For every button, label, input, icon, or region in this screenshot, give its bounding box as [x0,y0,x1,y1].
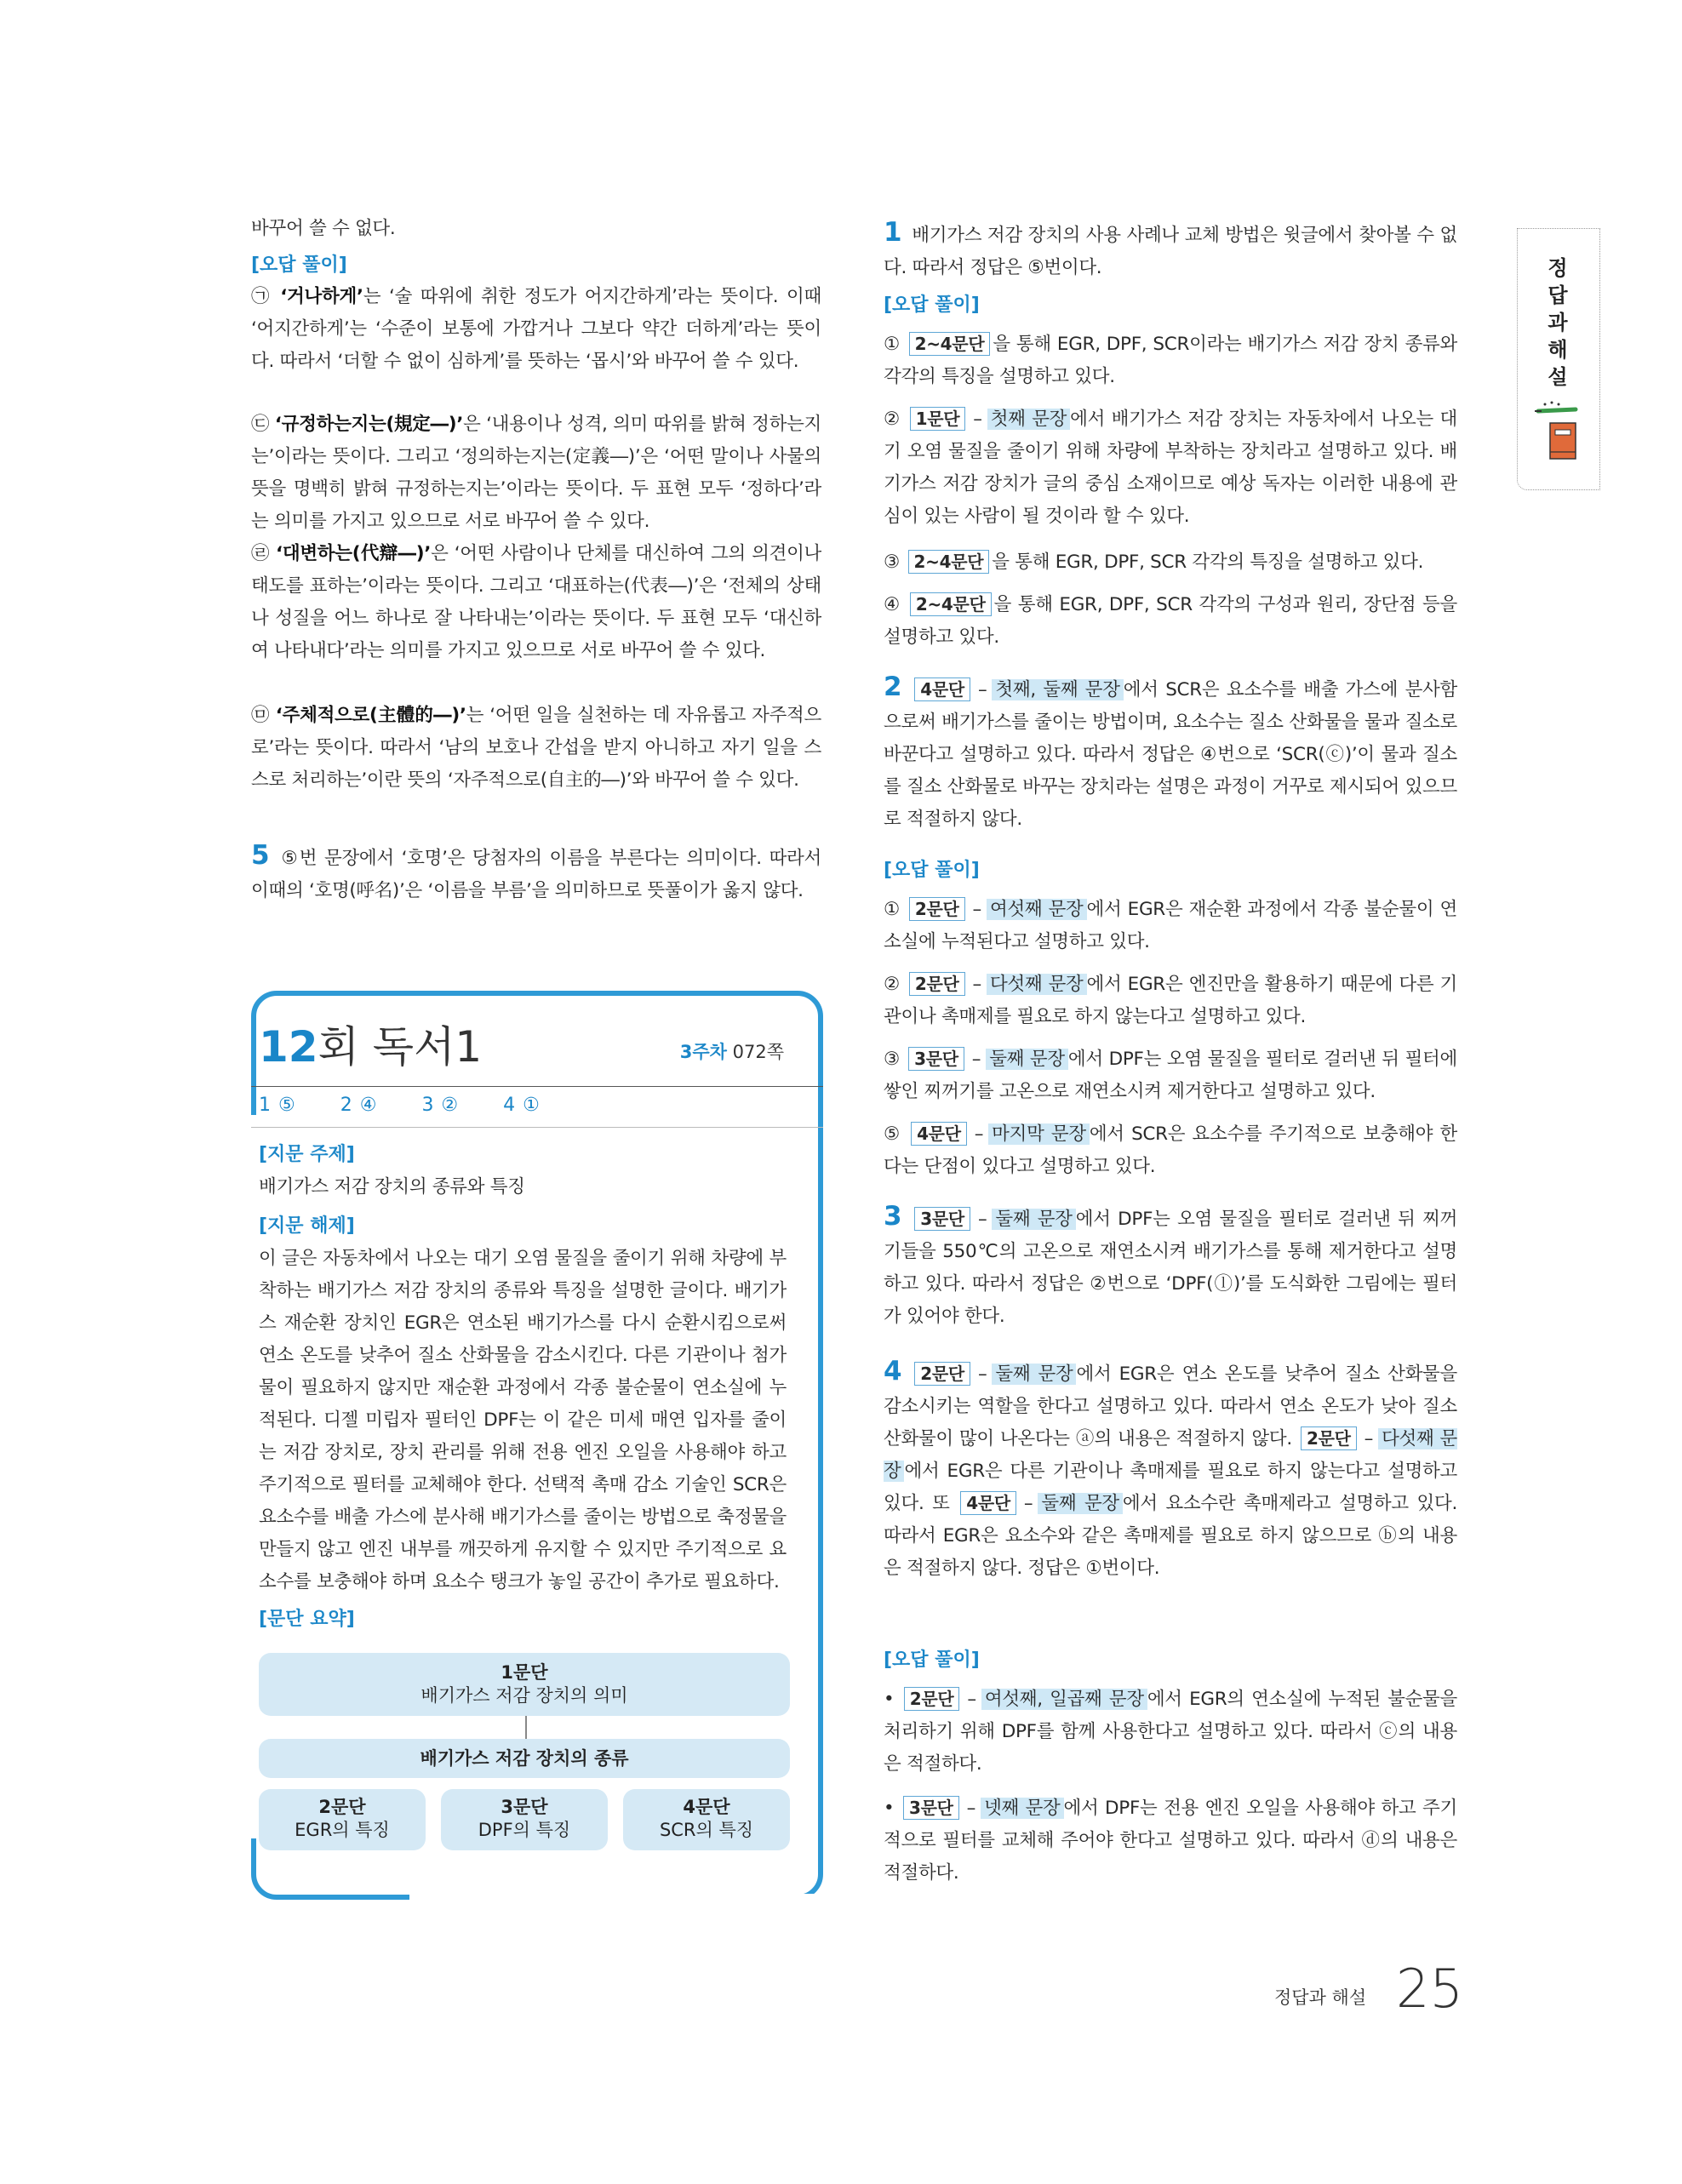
sentence-highlight: 둘째 문장 [992,1364,1076,1385]
item-term: ‘거나하게’ [280,286,363,307]
item-mark: ㉣ [251,543,270,564]
q1-error-heading: [오답 풀이] [884,294,980,316]
sentence-highlight: 첫째 문장 [987,409,1070,430]
question-5 [251,839,821,907]
box-title: 3문단 [501,1797,548,1817]
left-intro: 바꾸어 쓸 수 없다. [251,218,396,239]
option-mark: ⑤ [884,1123,901,1145]
q2-option-5: ⑤ 4문단 – 마지막 문장 에서 SCR은 요소수를 주기적으로 보충해야 한다는 단점이 있다고 설명하고 있다. [884,1123,1457,1177]
box-title: 2문단 [318,1797,366,1817]
answer-item: 3 ② [421,1095,460,1116]
q2-option-3: ③ 3문단 – 둘째 문장 에서 DPF는 오염 물질을 필터로 걸러낸 뒤 필터에 쌓인 찌꺼기를 고온으로 재연소시켜 제거한다고 설명하고 있다. [884,1049,1457,1102]
option-text: 에서 DPF는 오염 물질을 필터로 걸러낸 뒤 필터에 쌓인 찌꺼기를 고온으로 재연소시켜 제거한다고 설명하고 있다. [884,1049,1457,1102]
option-mark: ③ [884,552,900,573]
option-text: 을 통해 EGR, DPF, SCR 각각의 구성과 원리, 장단점 등을 설명하고 있다. [884,594,1457,648]
paragraph-tag: 2~4문단 [910,592,992,616]
summary-box-paragraph-4 [623,1789,790,1850]
answer-card [251,991,823,1900]
option-text: 에서 DPF는 전용 엔진 오일을 사용해야 하고 주기적으로 필터를 교체해 주어야 한다고 설명하고 있다. 따라서 ⓓ의 내용은 적절하다. [884,1798,1457,1884]
paragraph-tag: 2~4문단 [908,550,990,574]
card-divider [251,1086,823,1087]
q4-option-c: • 2문단 – 여섯째, 일곱째 문장 에서 EGR의 연소실에 누적된 불순물을 처리하기 위해 DPF를 함께 사용한다고 설명하고 있다. 따라서 ⓒ의 내용은 적절하다. [884,1689,1457,1775]
option-mark: ② [884,974,901,995]
topic-heading: [지문 주제] [259,1144,355,1165]
answer-item: 2 ④ [340,1095,378,1116]
question-text: ⑤번 문장에서 ‘호명’은 당첨자의 이름을 부른다는 의미이다. 따라서 이때의 ‘호명(呼名)’은 ‘이름을 부름’을 의미하므로 뜻풀이가 옳지 않다. [251,848,821,901]
question-2: 2 4문단 – 첫째, 둘째 문장 에서 SCR은 요소수를 배출 가스에 분사함으로써 배기가스를 줄이는 방법이며, 요소수는 질소 산화물을 물과 질소로 바꾼다고 설명하고 있다. 따라서 정답은 ④번으로 ‘SCR(ⓒ)’이 물과 질소를 질소 산화물로 바꾸는 장치라는 설명은 과정이 거꾸로 제시되어 있으므로 적절하지 않다. [884,672,1457,830]
card-title-text: 회 독서1 [318,1022,483,1072]
paragraph-tag: 2문단 [914,1362,970,1386]
footer-label: 정답과 해설 [1274,1987,1367,2008]
q2-option-2: ② 2문단 – 다섯째 문장 에서 EGR은 엔진만을 활용하기 때문에 다른 기관이나 촉매제를 필요로 하지 않는다고 설명하고 있다. [884,974,1457,1027]
option-mark: ④ [884,594,901,615]
paragraph-tag: 4문단 [914,677,970,701]
option-text: 을 통해 EGR, DPF, SCR 각각의 특징을 설명하고 있다. [992,552,1424,573]
item-term: ‘주체적으로(主體的―)’ [275,705,466,726]
error-item-4 [251,700,821,797]
card-title [259,1021,482,1072]
card-title-number: 12 [259,1022,318,1072]
card-page: 072쪽 [732,1042,784,1062]
bullet: • [884,1689,895,1710]
paragraph-tag: 4문단 [960,1491,1016,1515]
question-3: 3 3문단 – 둘째 문장 에서 DPF는 오염 물질을 필터로 걸러낸 뒤 찌꺼기들을 550℃의 고온으로 재연소시켜 배기가스를 통해 제거한다고 설명하고 있다. 따라서 정답은 ②번으로 ‘DPF(ⓛ)’를 도식화한 그림에는 필터가 있어야 한다. [884,1201,1458,1327]
error-item-1 [251,281,821,378]
item-text: 은 ‘어떤 사람이나 단체를 대신하여 그의 의견이나 태도를 표하는’이라는 뜻이다. 그리고 ‘대표하는(代表―)’은 ‘전체의 상태나 성질을 어느 하나로 잘 나타내는’이라는 뜻이다. 두 표현 모두 ‘대신하여 나타내다’라는 의미를 가지고 있으므로 서로 바꾸어 쓸 수 있다. [251,543,822,661]
box-text: 배기가스 저감 장치의 의미 [420,1685,628,1706]
paragraph-tag: 1문단 [910,407,966,431]
option-mark: ③ [884,1049,901,1070]
option-text: 에서 배기가스 저감 장치는 자동차에서 나오는 대기 오염 물질을 줄이기 위해 차량에 부착하는 장치라고 설명하고 있다. 배기가스 저감 장치가 글의 중심 소재이므로 예상 독자는 이러한 내용에 관심이 있는 사람이 될 것이라 할 수 있다. [884,409,1457,527]
card-border-gap-bottom [409,1894,852,1911]
question-number: 4 [884,1356,902,1386]
paragraph-tag: 2~4문단 [909,332,991,356]
paragraph-tag: 3문단 [903,1796,959,1820]
paragraph-tag: 2문단 [1301,1426,1357,1450]
question-text: 배기가스 저감 장치의 사용 사례나 교체 방법은 윗글에서 찾아볼 수 없다. 따라서 정답은 ⑤번이다. [884,225,1457,278]
item-term: ‘규정하는지는(規定―)’ [274,414,464,435]
option-mark: ② [884,409,901,430]
sentence-highlight: 첫째, 둘째 문장 [992,679,1123,700]
sentence-highlight: 마지막 문장 [988,1123,1090,1145]
card-week: 3주차 [679,1042,727,1062]
summary-box-paragraph-1 [259,1653,790,1716]
paragraph-tag: 2문단 [904,1687,960,1711]
side-tab [1517,228,1600,490]
analysis-text: 이 글은 자동차에서 나오는 대기 오염 물질을 줄이기 위해 차량에 부착하는 배기가스 저감 장치의 종류와 특징을 설명한 글이다. 배기가스 재순환 장치인 EGR은 연소된 배기가스를 다시 순환시킴으로써 연소 온도를 낮추어 질소 산화물을 감소시킨다. 다른 기관이나 첨가물이 필요하지 않지만 재순환 과정에서 각종 불순물이 연소실에 누적된다. 디젤 미립자 필터인 DPF는 이 같은 미세 매연 입자를 줄이는 저감 장치로, 장치 관리를 위해 전용 엔진 오일을 사용해야 하고 주기적으로 필터를 교체해야 한다. 선택적 촉매 감소 기술인 SCR은 요소수를 배출 가스에 분사해 배기가스를 줄이는 방법으로 축정물을 만들지 않고 엔진 내부를 깨끗하게 유지할 수 있지만 주기적으로 요소수를 보충해야 하며 요소수 탱크가 놓일 공간이 추가로 필요하다. [259,1248,787,1592]
connector-line [525,1716,527,1739]
q1-option-3 [884,546,1457,579]
question-text: 에서 EGR은 다른 기관이나 촉매제를 필요로 하지 않는다고 설명하고 있다. 또 [884,1461,1457,1514]
question-text: 에서 DPF는 오염 물질을 필터로 걸러낸 뒤 찌꺼기들을 550℃의 고온으로 재연소시켜 배기가스를 통해 제거한다고 설명하고 있다. 따라서 정답은 ②번으로 ‘DPF(ⓛ)’를 도식화한 그림에는 필터가 있어야 한다. [884,1209,1458,1327]
question-text: 에서 SCR은 요소수를 배출 가스에 분사함으로써 배기가스를 줄이는 방법이며, 요소수는 질소 산화물을 물과 질소로 바꾼다고 설명하고 있다. 따라서 정답은 ④번으로 ‘SCR(ⓒ)’이 물과 질소를 질소 산화물로 바꾸는 장치라는 설명은 과정이 거꾸로 제시되어 있으므로 적절하지 않다. [884,679,1457,830]
summary-box-types: 배기가스 저감 장치의 종류 [259,1739,790,1778]
card-page-ref [680,1038,784,1064]
item-mark: ㉠ [251,286,272,307]
option-text: 에서 EGR의 연소실에 누적된 불순물을 처리하기 위해 DPF를 함께 사용한다고 설명하고 있다. 따라서 ⓒ의 내용은 적절하다. [884,1689,1457,1775]
box-text: DPF의 특징 [478,1820,571,1840]
box-text: EGR의 특징 [295,1820,390,1840]
paragraph-tag: 3문단 [908,1047,964,1071]
question-number: 1 [884,217,902,248]
analysis-heading: [지문 해제] [259,1215,355,1237]
summary-box-paragraph-2 [259,1789,426,1850]
error-item-2 [251,409,821,538]
option-text: 에서 EGR은 재순환 과정에서 각종 불순물이 연소실에 누적된다고 설명하고 있다. [884,899,1457,952]
summary-heading: [문단 요약] [259,1609,355,1630]
option-text: 에서 SCR은 요소수를 주기적으로 보충해야 한다는 단점이 있다고 설명하고 있다. [884,1123,1457,1177]
q2-error-heading: [오답 풀이] [884,860,980,881]
side-tab-label: 정답과 해설 [1548,256,1568,389]
question-4: 4 2문단 – 둘째 문장 에서 EGR은 연소 온도를 낮추어 질소 산화물을 감소시키는 역할을 한다고 설명하고 있다. 따라서 연소 온도가 낮아 질소산화물이 많이 나온다는 ⓐ의 내용은 적절하지 않다. 2문단 – 다섯째 문장 에서 EGR은 다른 기관이나 촉매제를 필요로 하지 않는다고 설명하고 있다. 또 4문단 – 둘째 문장 에서 요소수란 촉매제라고 설명하고 있다. 따라서 EGR은 요소수와 같은 촉매제를 필요로 하지 않으므로 ⓑ의 내용은 적절하지 않다. 정답은 ①번이다. [884,1356,1457,1579]
question-text: 에서 EGR은 연소 온도를 낮추어 질소 산화물을 감소시키는 역할을 한다고 설명하고 있다. 따라서 연소 온도가 낮아 질소산화물이 많이 나온다는 ⓐ의 내용은 적절하지 않다. [884,1364,1457,1449]
question-number: 3 [884,1201,902,1232]
topic-text: 배기가스 저감 장치의 종류와 특징 [259,1176,525,1198]
sentence-highlight: 둘째 문장 [992,1209,1075,1230]
item-text: 는 ‘술 따위에 취한 정도가 어지간하게’라는 뜻이다. 이때 ‘어지간하게’는 ‘수준이 보통에 가깝거나 그보다 약간 더하게’라는 뜻이다. 따라서 ‘더할 수 없이 심하게’를 뜻하는 ‘몹시’와 바꾸어 쓸 수 있다. [251,286,821,372]
question-1 [884,216,1457,284]
q4-option-d: • 3문단 – 넷째 문장 에서 DPF는 전용 엔진 오일을 사용해야 하고 주기적으로 필터를 교체해 주어야 한다고 설명하고 있다. 따라서 ⓓ의 내용은 적절하다. [884,1798,1457,1884]
q1-option-1 [884,329,1457,393]
item-term: ‘대변하는(代辯―)’ [276,543,432,564]
sentence-highlight: 다섯째 문장 [884,1428,1457,1482]
question-number: 5 [251,840,270,871]
sentence-highlight: 여섯째 문장 [987,899,1087,920]
bullet: • [884,1798,895,1819]
error-item-3 [251,538,821,667]
q1-option-4 [884,589,1457,654]
paragraph-tag: 3문단 [914,1207,970,1231]
option-mark: ① [884,899,901,920]
question-number: 2 [884,672,902,702]
q4-error-heading: [오답 풀이] [884,1649,980,1671]
pen-book-icon [1533,399,1588,467]
left-error-heading: [오답 풀이] [251,254,347,276]
option-text: 을 통해 EGR, DPF, SCR이라는 배기가스 저감 장치 종류와 각각의 특징을 설명하고 있다. [884,334,1457,387]
sentence-highlight: 넷째 문장 [981,1798,1063,1819]
item-text: 는 ‘어떤 일을 실천하는 데 자유롭고 자주적으로’라는 뜻이다. 따라서 ‘남의 보호나 간섭을 받지 아니하고 자기 일을 스스로 처리하는’이란 뜻의 ‘자주적으로(自主的―)’와 바꾸어 쓸 수 있다. [251,705,821,791]
item-text: 은 ‘내용이나 성격, 의미 따위를 밝혀 정하는지는’이라는 뜻이다. 그리고 ‘정의하는지는(定義―)’은 ‘어떤 말이나 사물의 뜻을 명백히 밝혀 규정하는지는’이라는 뜻이다. 두 표현 모두 ‘정하다’라는 의미를 가지고 있으므로 서로 바꾸어 쓸 수 있다. [251,414,822,532]
sentence-highlight: 둘째 문장 [1038,1493,1123,1514]
option-mark: ① [884,334,901,355]
page-number: 25 [1396,1958,1463,2020]
box-title: 4문단 [683,1797,730,1817]
paragraph-tag: 2문단 [909,972,965,996]
box-title: 1문단 [501,1662,548,1683]
question-text: 에서 요소수란 촉매제라고 설명하고 있다. 따라서 EGR은 요소수와 같은 촉매제를 필요로 하지 않으므로 ⓑ의 내용은 적절하지 않다. 정답은 ①번이다. [884,1493,1457,1579]
paragraph-tag: 2문단 [909,897,965,921]
option-text: 에서 EGR은 엔진만을 활용하기 때문에 다른 기관이나 촉매제를 필요로 하지 않는다고 설명하고 있다. [884,974,1457,1027]
sentence-highlight: 둘째 문장 [986,1049,1068,1070]
answer-key [259,1095,578,1116]
paragraph-tag: 4문단 [911,1122,967,1146]
summary-box-paragraph-3 [441,1789,608,1850]
item-mark: ㉤ [251,705,270,726]
item-mark: ㉢ [251,414,270,435]
card-divider [251,1127,823,1128]
answer-item: 4 ① [503,1095,541,1116]
answer-item: 1 ⑤ [259,1095,296,1116]
sentence-highlight: 다섯째 문장 [987,974,1087,995]
sentence-highlight: 여섯째, 일곱째 문장 [981,1689,1147,1710]
q2-option-1: ① 2문단 – 여섯째 문장 에서 EGR은 재순환 과정에서 각종 불순물이 연소실에 누적된다고 설명하고 있다. [884,899,1457,952]
box-text: SCR의 특징 [659,1820,754,1840]
q1-option-2: ② 1문단 – 첫째 문장 에서 배기가스 저감 장치는 자동차에서 나오는 대기 오염 물질을 줄이기 위해 차량에 부착하는 장치라고 설명하고 있다. 배기가스 저감 장치가 글의 중심 소재이므로 예상 독자는 이러한 내용에 관심이 있는 사람이 될 것이라 할 수 있다. [884,409,1457,527]
